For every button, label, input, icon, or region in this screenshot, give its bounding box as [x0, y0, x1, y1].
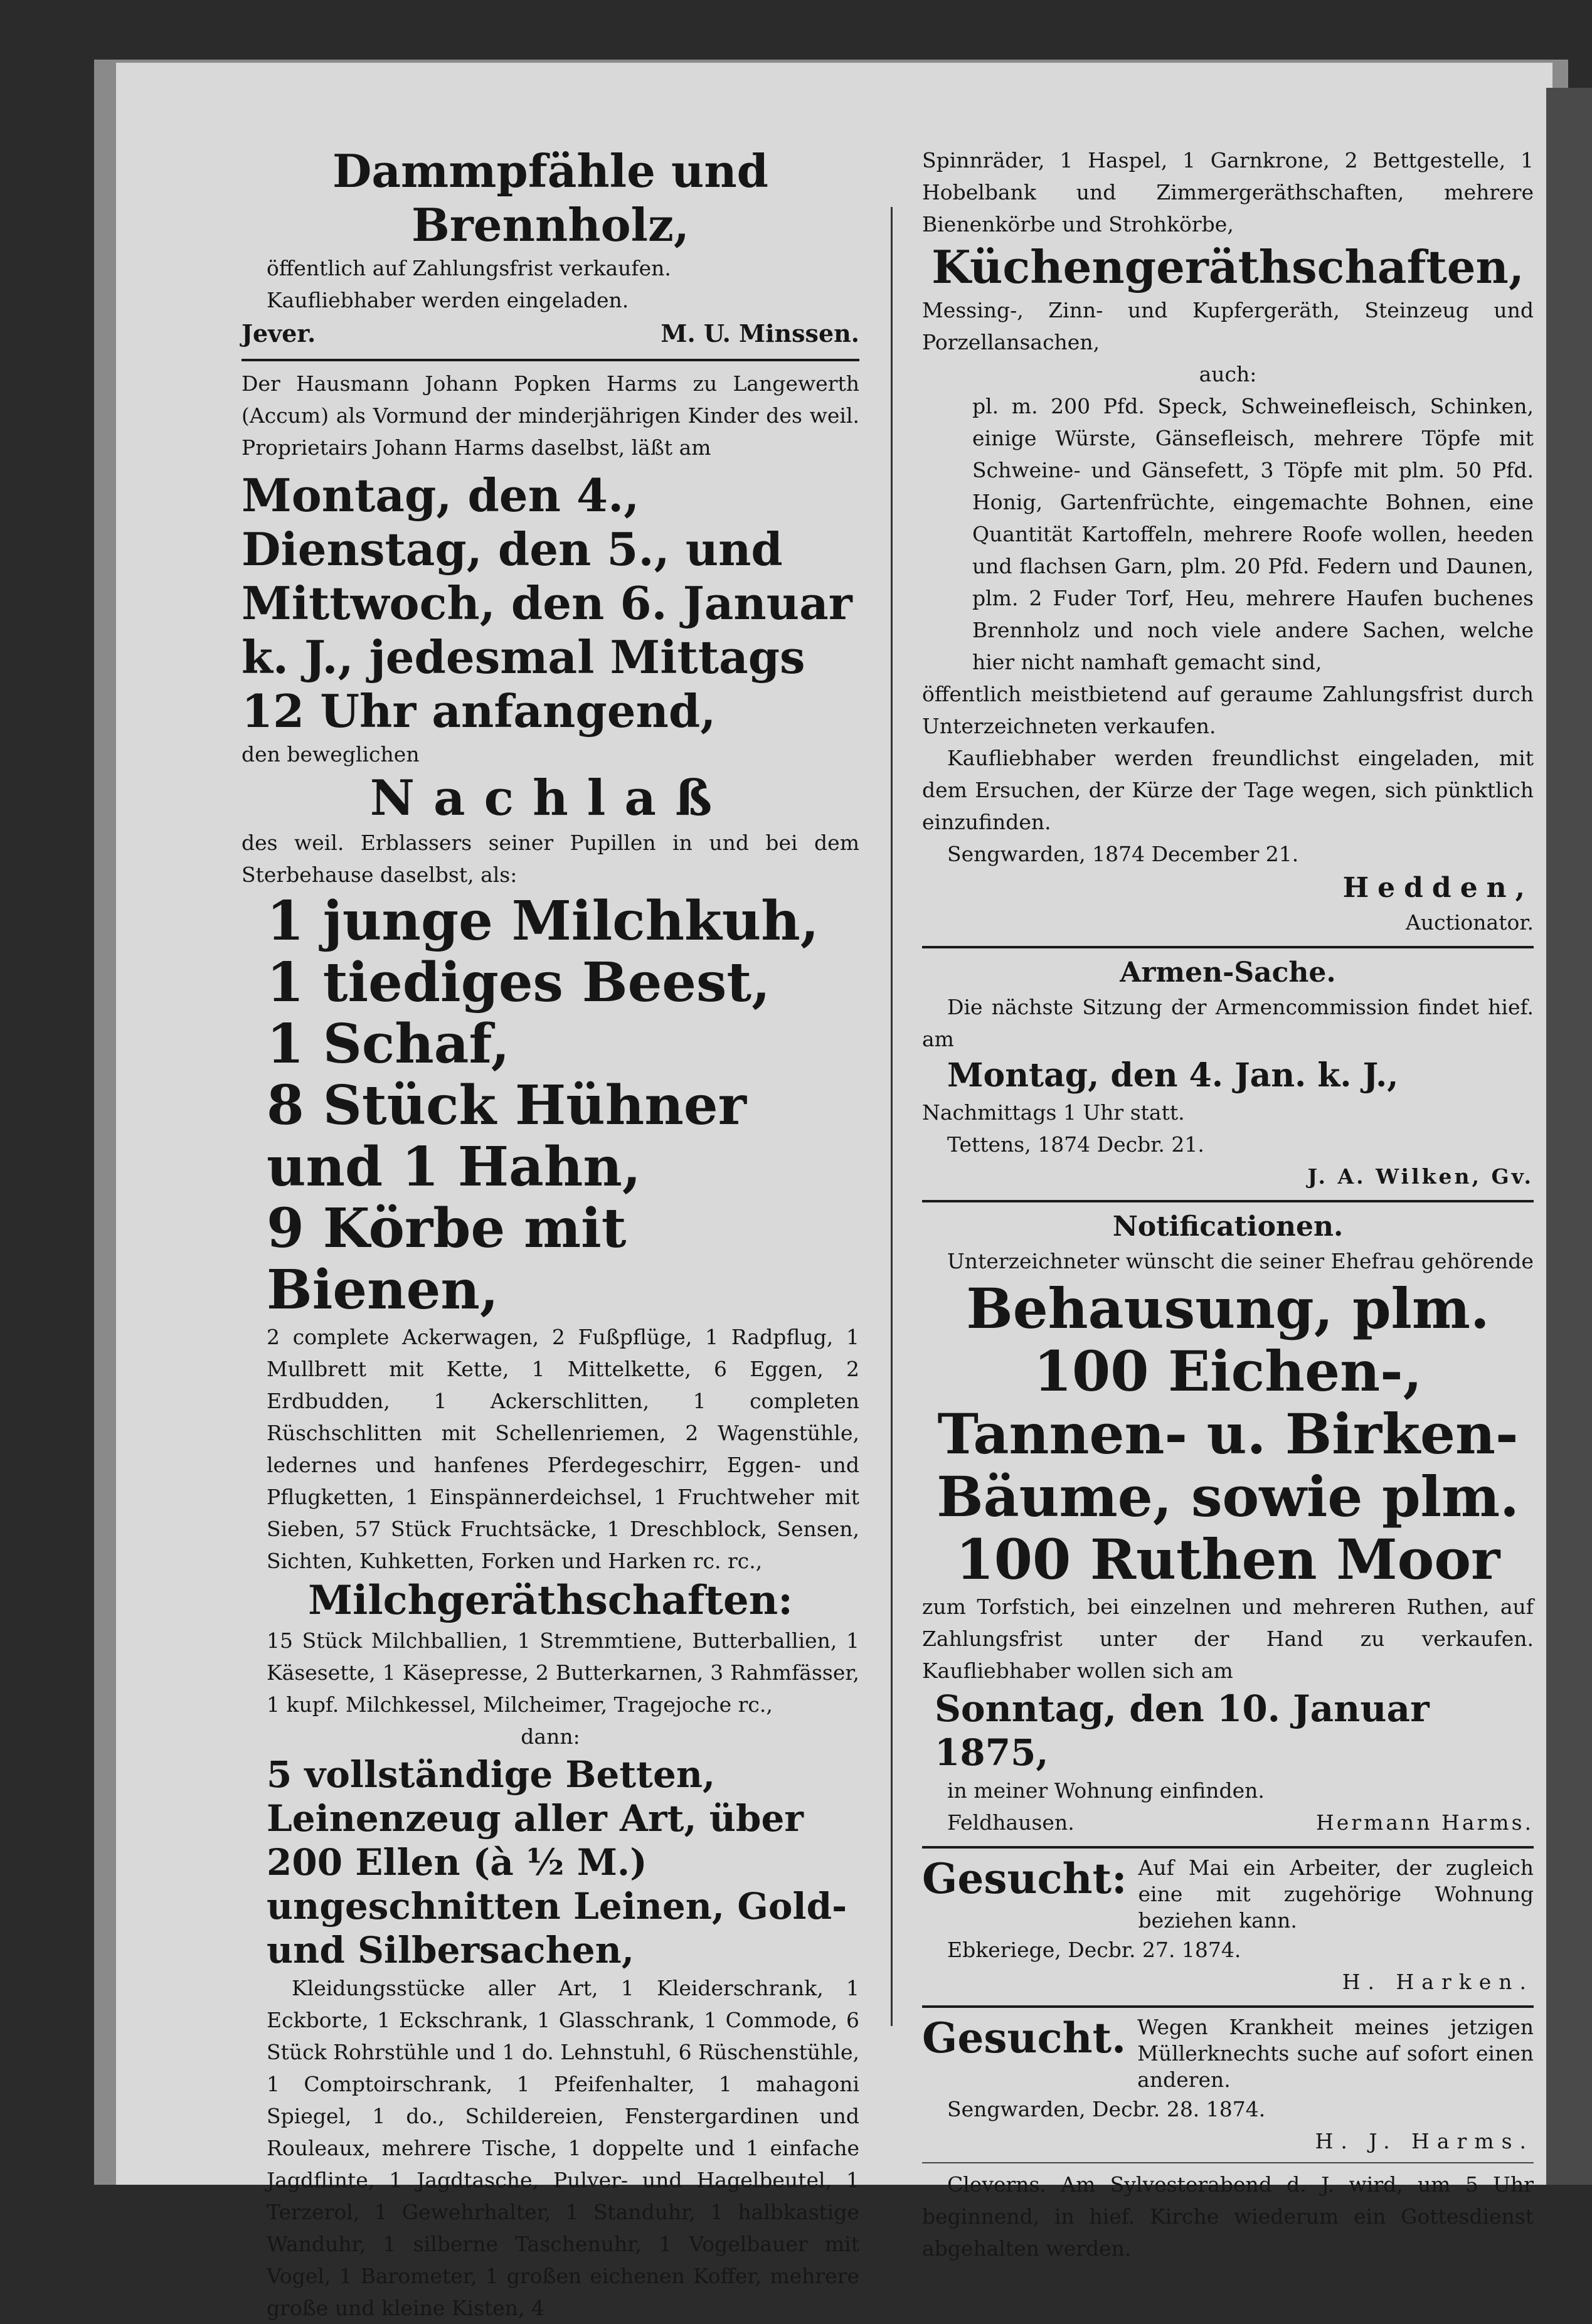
armen-text: Die nächste Sitzung der Armencommission findet hief. am: [922, 995, 1534, 1051]
auctioneer-title: Auctionator.: [1406, 910, 1534, 935]
list-item: 1 tiediges Beest,: [267, 951, 771, 1014]
notice-intro: Der Hausmann Johann Popken Harms zu Langewerth (Accum) als Vormund der minderjährigen Kinder des weil. Proprietairs Johann Harms daselbst, läßt am: [241, 371, 859, 460]
farm-tools-text: 2 complete Ackerwagen, 2 Fußpflüge, 1 Radpflug, 1 Mullbrett mit Kette, 1 Mittelkette, 6 Eggen, 2 Erdbudden, 1 Ackerschlitten, 1 completen Rüschschlitten mit Schellenriemen, 2 Wagenstühle, ledernes und hanfenes Pferdegeschirr, Eggen- und Pflugketten, 1 Einspännerdeichsel, 1 Fruchtweher mit Sieben, 57 Stück Fruchtsäcke, 1 Dreschblock, Sensen, Sichten, Kuhketten, Forken und Harken rc. rc.,: [267, 1325, 859, 1573]
kleidung-text: Kleidungsstücke aller Art, 1 Kleiderschrank, 1 Eckborte, 1 Eckschrank, 1 Glasschrank, 1 Commode, 6 Stück Rohrstühle und 1 do. Lehnstuhl, 6 Rüschenstühle, 1 Comptoirschrank, 1 Pfeifenhalter, 1 mahagoni Spiegel, 1 do., Schildereien, Fenstergardinen und Rouleaux, mehrere Tische, 1 doppelte und 1 einfache Jagdflinte, 1 Jagdtasche, Pulver- und Hagelbeutel, 1 Terzerol, 1 Gewehrhalter, 1 Standuhr, 1 halbkastige Wanduhr, 1 silberne Taschenuhr, 1 Vogelbauer mit Vogel, 1 Barometer, 1 großen eichenen Koffer, mehrere große und kleine Kisten, 4: [267, 1976, 859, 2320]
kuechen-text: Messing-, Zinn- und Kupfergeräth, Steinzeug und Porzellansachen,: [922, 298, 1534, 354]
section-rule: [241, 359, 859, 361]
notif-property: Behausung, plm. 100 Eichen-, Tannen- u. Birken-Bäume, sowie plm. 100 Ruthen Moor: [937, 1276, 1519, 1592]
kuechen-heading: Küchengeräthschaften,: [931, 240, 1524, 294]
page-binding-edge: [1546, 88, 1592, 2185]
list-item: 8 Stück Hühner und 1 Hahn,: [267, 1074, 746, 1199]
notif-where: in meiner Wohnung einfinden.: [947, 1778, 1265, 1803]
clevern-text: Cleverns. Am Sylvesterabend d. J. wird, um 5 Uhr beginnend, in hief. Kirche wiederum ein Gottesdienst abgehalten werden.: [922, 2172, 1534, 2261]
armen-place-date: Tettens, 1874 Decbr. 21.: [947, 1132, 1204, 1157]
milch-heading: Milchgeräthschaften:: [308, 1577, 793, 1624]
gesucht-1: [922, 1855, 1534, 1934]
gesucht-2-place-date: Sengwarden, Decbr. 28. 1874.: [947, 2097, 1266, 2121]
armen-heading: Armen-Sache.: [1120, 957, 1336, 989]
auch-label: auch:: [1199, 362, 1257, 386]
minssen-signature: [241, 316, 859, 351]
armen-signature: J. A. Wilken, Gv.: [1307, 1164, 1534, 1189]
list-item: 1 junge Milchkuh,: [267, 889, 819, 953]
list-item: 9 Körbe mit Bienen,: [267, 1197, 627, 1322]
notif-signature: [922, 1807, 1534, 1839]
kaufliebhaber-text: Kaufliebhaber werden freundlichst eingeladen, mit dem Ersuchen, der Kürze der Tage wegen, sich pünktlich einzufinden.: [922, 746, 1534, 834]
gesucht-1-text: Auf Mai ein Arbeiter, der zugleich eine mit zugehörige Wohnung beziehen kann.: [1138, 1855, 1534, 1933]
notif-intro: Unterzeichneter wünscht die seiner Ehefrau gehörende: [947, 1249, 1534, 1273]
armen-date: Montag, den 4. Jan. k. J.,: [947, 1056, 1399, 1095]
livestock-list: [241, 891, 859, 1321]
gesucht-1-signature: H. Harken.: [1342, 1970, 1534, 1994]
gesucht-1-heading: Gesucht:: [922, 1854, 1127, 1903]
erblasser-text: des weil. Erblassers seiner Pupillen in und bei dem Sterbehause daselbst, als:: [241, 830, 859, 887]
section-rule: [922, 2005, 1534, 2008]
notif-text: zum Torfstich, bei einzelnen und mehreren Ruthen, auf Zahlungsfrist unter der Hand zu verkaufen. Kaufliebhaber wollen sich am: [922, 1594, 1534, 1683]
notif-heading: Notificationen.: [1112, 1211, 1344, 1243]
section-rule: [922, 946, 1534, 948]
sengwarden-date: Sengwarden, 1874 December 21.: [947, 842, 1299, 866]
section-rule: [922, 2162, 1534, 2163]
dann-label: dann:: [521, 1724, 580, 1749]
notif-sig-name: Hermann Harms.: [1316, 1810, 1534, 1835]
left-column: [241, 144, 859, 2324]
notif-date: Sonntag, den 10. Januar 1875,: [935, 1687, 1430, 1774]
betten-heading: 5 vollständige Betten, Leinenzeug aller Art, über 200 Ellen (à ½ M.) ungeschnitten Leinen, Gold- und Silbersachen,: [267, 1753, 847, 1971]
auction-date-heading: Montag, den 4., Dienstag, den 5., und Mittwoch, den 6. Januar k. J., jedesmal Mittags 12 Uhr anfangend,: [241, 469, 852, 738]
continued-text: Spinnräder, 1 Haspel, 1 Garnkrone, 2 Bettgestelle, 1 Hobelbank und Zimmergeräthschaften, mehrere Bienenkörbe und Strohkörbe,: [922, 148, 1534, 236]
section-rule: [922, 1846, 1534, 1849]
right-column: [922, 144, 1534, 2264]
nachlass-heading: Nachlaß: [369, 770, 731, 827]
gesucht-2-text: Wegen Krankheit meines jetzigen Müllerknechts suche auf sofort einen anderen.: [1137, 2015, 1534, 2092]
notif-place: Feldhausen.: [947, 1810, 1075, 1835]
gesucht-2-signature: H. J. Harms.: [1315, 2129, 1534, 2153]
armen-time: Nachmittags 1 Uhr statt.: [922, 1100, 1185, 1125]
left-title: Dammpfähle und Brennholz,: [332, 144, 769, 252]
intro-line-1: öffentlich auf Zahlungsfrist verkaufen.: [267, 256, 671, 280]
auctioneer-name: Hedden,: [1342, 872, 1534, 904]
signature-place: Jever.: [241, 319, 316, 348]
food-text: pl. m. 200 Pfd. Speck, Schweinefleisch, Schinken, einige Würste, Gänsefleisch, mehrere Töpfe mit Schweine- und Gänsefett, 3 Töpfe mit plm. 50 Pfd. Honig, Gartenfrüchte, eingemachte Bohnen, eine Quantität Kartoffeln, mehrere Roofe wollen, heeden und flachsen Garn, plm. 20 Pfd. Federn und Daunen, plm. 2 Fuder Torf, Heu, mehrere Haufen buchenes Brennholz und noch viele andere Sachen, welche hier nicht namhaft gemacht sind,: [972, 394, 1534, 674]
gesucht-2: [922, 2014, 1534, 2093]
signature-name: M. U. Minssen.: [661, 319, 859, 348]
column-divider: [891, 207, 893, 2026]
list-item: 1 Schaf,: [267, 1012, 510, 1076]
intro-line-2: Kaufliebhaber werden eingeladen.: [267, 288, 629, 312]
oeffentlich-text: öffentlich meistbietend auf geraume Zahlungsfrist durch Unterzeichneten verkaufen.: [922, 682, 1534, 738]
den-beweglichen: den beweglichen: [241, 742, 420, 767]
milch-text: 15 Stück Milchballien, 1 Stremmtiene, Butterballien, 1 Käsesette, 1 Käsepresse, 2 Butterkarnen, 3 Rahmfässer, 1 kupf. Milchkessel, Milcheimer, Tragejoche rc.,: [267, 1628, 859, 1717]
gesucht-2-heading: Gesucht.: [922, 2014, 1127, 2062]
section-rule: [922, 1200, 1534, 1202]
gesucht-1-place-date: Ebkeriege, Decbr. 27. 1874.: [947, 1938, 1241, 1962]
